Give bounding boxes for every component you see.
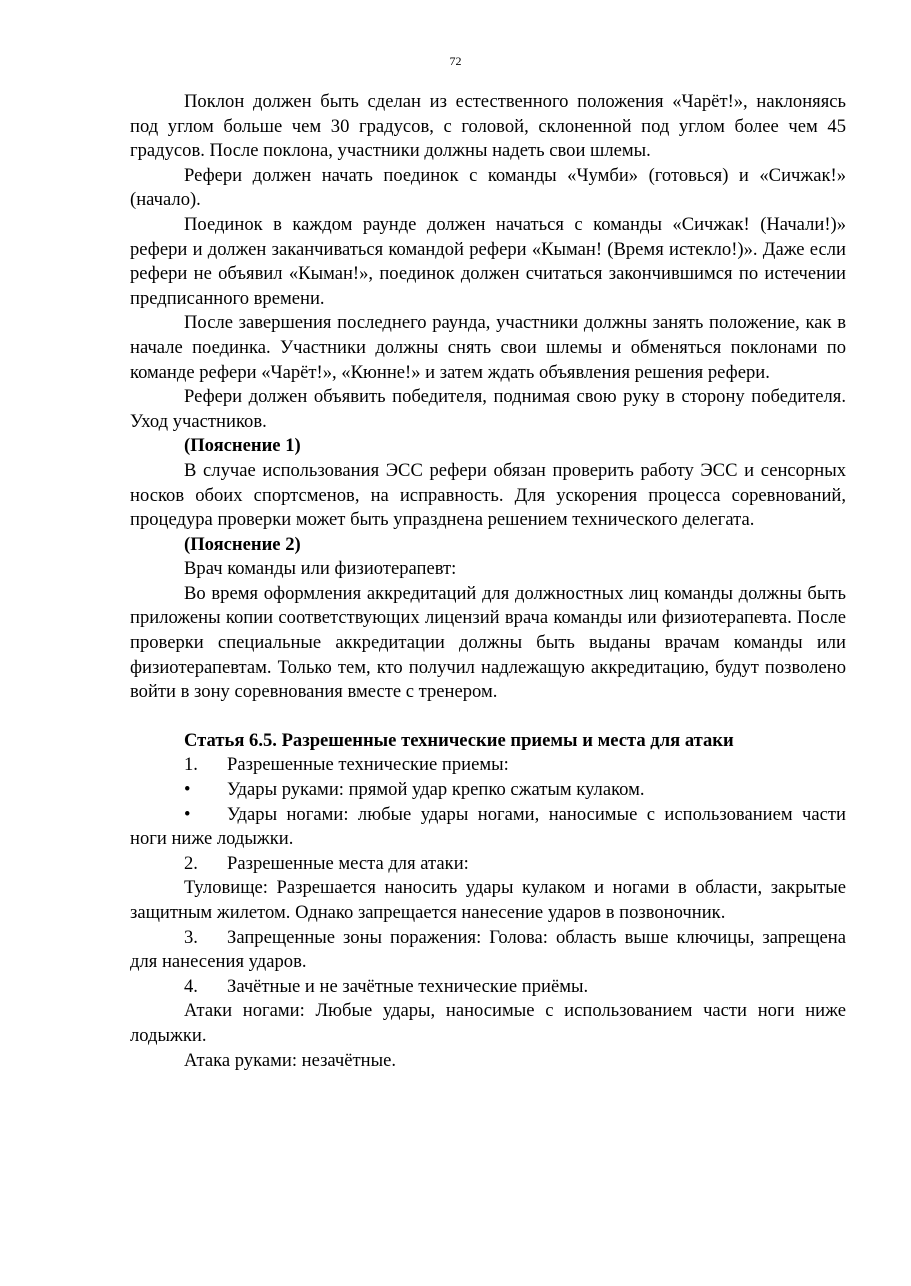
article-title: Статья 6.5. Разрешенные технические приемы и места для атаки — [184, 729, 734, 751]
note1-title: (Пояснение 1) — [184, 435, 301, 457]
list-item-text: Разрешенные места для атаки: — [227, 852, 469, 874]
bullet-item-2 — [130, 803, 846, 852]
bullet-marker: • — [184, 803, 191, 825]
paragraph-torso: Туловище: Разрешается наносить удары кулаком и ногами в области, закрытые защитным жилетом. Однако запрещается нанесение ударов в позвоночник. — [130, 877, 846, 923]
paragraph-winner: Рефери должен объявить победителя, поднимая свою руку в сторону победителя. Уход участников. — [130, 386, 846, 432]
paragraph-round: Поединок в каждом раунде должен начаться с команды «Сичжак! (Начали!)» рефери и должен заканчиваться командой рефери «Кыман! (Время истекло!)». Даже если рефери не объявил «Кыман!», поединок должен считаться закончившимся по истечении предписанного времени. — [130, 213, 846, 309]
list-marker: 3. — [184, 926, 198, 948]
list-marker: 4. — [184, 975, 198, 997]
paragraph-after-final-round: После завершения последнего раунда, участники должны занять положение, как в начале поединка. Участники должны снять свои шлемы и обменяться поклонами по команде рефери «Чарёт!», «Кюнне!» и затем ждать объявления решения рефери. — [130, 312, 846, 383]
bullet-marker: • — [184, 779, 191, 801]
paragraph-start-command: Рефери должен начать поединок с команды «Чумби» (готовься) и «Сичжак!» (начало). — [130, 164, 846, 211]
paragraph-hand-attacks: Атака руками: незачётные. — [184, 1049, 397, 1071]
list-marker: 2. — [184, 852, 198, 874]
bullet-item-text: Удары руками: прямой удар крепко сжатым кулаком. — [227, 779, 645, 801]
note2-text: Во время оформления аккредитаций для должностных лиц команды должны быть приложены копии соответствующих лицензий врача команды или физиотерапевта. После проверки специальные аккредитации должны быть выданы врачам команды или физиотерапевтам. Только тем, кто получил надлежащую аккредитацию, будут позволено войти в зону соревнования вместе с тренером. — [130, 582, 846, 703]
list-item-text: Зачётные и не зачётные технические приёмы. — [227, 975, 589, 997]
page-number: 72 — [449, 54, 462, 68]
note2-line1: Врач команды или физиотерапевт: — [184, 558, 457, 580]
paragraph-leg-attacks: Атаки ногами: Любые удары, наносимые с использованием части ноги ниже лодыжки. — [130, 1000, 846, 1046]
paragraph-bow: Поклон должен быть сделан из естественного положения «Чарёт!», наклоняясь под углом больше чем 30 градусов, с головой, склоненной под углом более чем 45 градусов. После поклона, участники должны надеть свои шлемы. — [130, 91, 846, 162]
bullet-item-text: Удары ногами: любые удары ногами, наносимые с использованием части ноги ниже лодыжки. — [130, 803, 846, 850]
list-item-3 — [130, 926, 846, 975]
bullet-item-1 — [130, 778, 846, 803]
list-marker: 1. — [184, 754, 198, 776]
list-item-2 — [130, 852, 846, 877]
list-item-text: Запрещенные зоны поражения: Голова: область выше ключицы, запрещена для нанесения ударов. — [130, 926, 846, 973]
section-gap — [130, 705, 846, 729]
list-item-4 — [130, 975, 846, 1000]
list-item-text: Разрешенные технические приемы: — [227, 754, 509, 776]
note2-title: (Пояснение 2) — [184, 533, 301, 555]
document-body — [130, 90, 846, 1073]
note1-text: В случае использования ЭСС рефери обязан проверить работу ЭСС и сенсорных носков обоих спортсменов, на исправность. Для ускорения процесса соревнований, процедура проверки может быть упразднена решением технического делегата. — [130, 459, 846, 531]
list-item-1 — [130, 753, 846, 778]
